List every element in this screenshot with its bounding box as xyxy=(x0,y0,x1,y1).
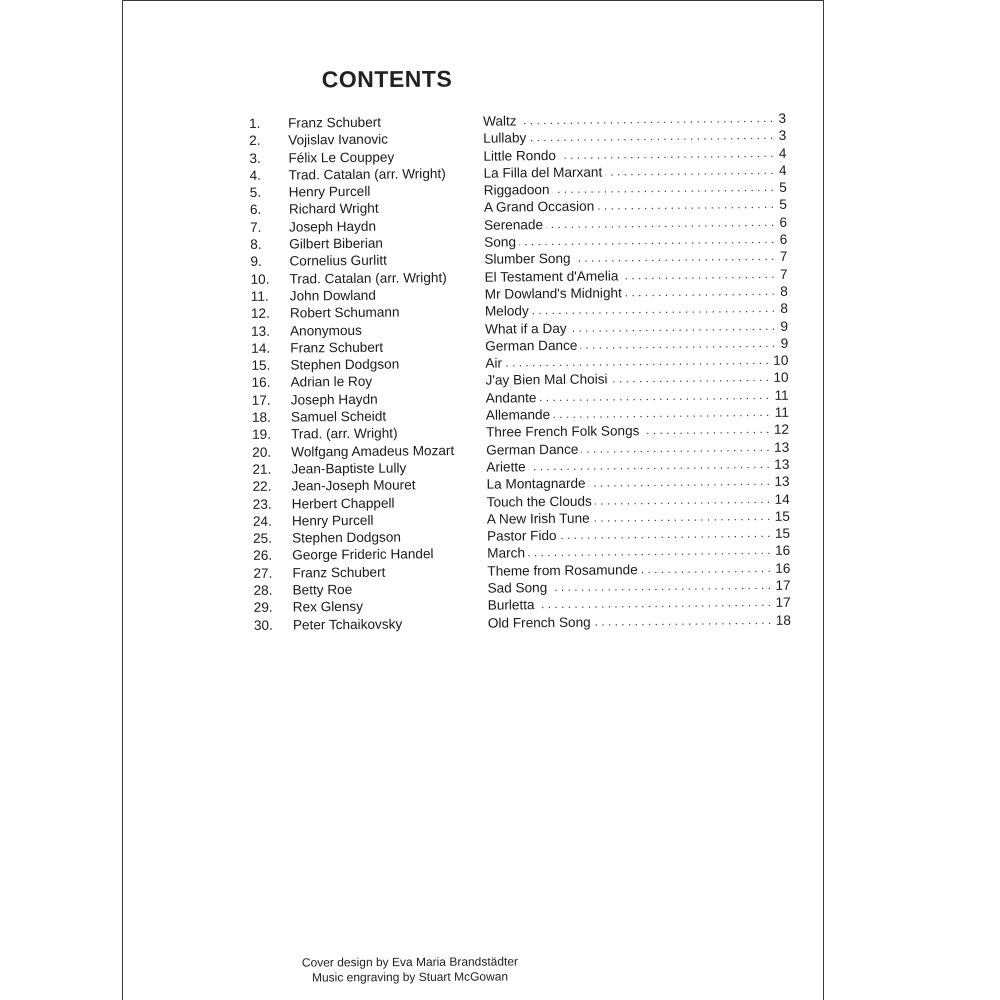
entry-page-number: 8 xyxy=(777,300,788,317)
entry-number: 16. xyxy=(251,375,271,391)
entry-piece: German Dance xyxy=(486,441,581,457)
entry-page-number: 6 xyxy=(776,214,787,231)
entry-page-number: 9 xyxy=(778,335,789,352)
entry-piece: Pastor Fido xyxy=(487,528,560,544)
entry-number: 19. xyxy=(251,427,272,443)
entry-composer: Stephen Dodgson xyxy=(290,356,400,373)
entry-page-number: 16 xyxy=(772,559,790,576)
entry-number: 24. xyxy=(252,513,272,529)
entry-piece: A Grand Occasion xyxy=(484,199,597,215)
entry-number: 3. xyxy=(249,150,261,166)
entry-page-number: 5 xyxy=(776,196,787,213)
entry-page-number: 10 xyxy=(770,369,788,386)
entry-piece: Allemande xyxy=(486,407,553,423)
entry-composer: Joseph Haydn xyxy=(289,218,377,235)
entry-number: 28. xyxy=(253,582,273,598)
entry-page-number: 12 xyxy=(771,421,789,438)
entry-piece: El Testament d'Amelia xyxy=(484,268,621,284)
entry-piece: Old French Song xyxy=(488,614,594,630)
page-title: CONTENTS xyxy=(321,65,453,93)
entry-page-number: 6 xyxy=(777,231,788,248)
entry-piece: Slumber Song xyxy=(484,251,573,267)
entry-page-number: 13 xyxy=(771,438,789,455)
entry-composer: Anonymous xyxy=(289,322,362,339)
entry-number: 21. xyxy=(252,461,272,477)
entry-number: 26. xyxy=(253,548,273,564)
entry-page-number: 9 xyxy=(777,317,788,334)
entry-piece: Ariette xyxy=(486,459,528,474)
entry-piece: Air xyxy=(485,356,505,371)
entry-number: 13. xyxy=(251,323,271,339)
entry-composer: Rex Glensy xyxy=(292,599,364,615)
entry-number: 18. xyxy=(251,409,271,425)
entry-page-number: 5 xyxy=(776,179,787,196)
entry-piece: Little Rondo xyxy=(483,148,559,164)
entry-composer: Betty Roe xyxy=(292,581,353,598)
entry-composer: Franz Schubert xyxy=(290,339,384,356)
entry-composer: John Dowland xyxy=(289,287,376,304)
entry-number: 1. xyxy=(249,115,261,131)
entry-composer: Jean-Joseph Mouret xyxy=(291,477,416,494)
entry-number: 15. xyxy=(251,357,271,374)
entry-page-number: 11 xyxy=(772,387,789,404)
entry-number: 9. xyxy=(250,254,262,270)
entry-number: 5. xyxy=(249,185,262,201)
entry-page-number: 10 xyxy=(770,352,788,369)
entry-piece: Lullaby xyxy=(483,131,529,146)
entry-number: 27. xyxy=(253,565,273,581)
entry-composer: Robert Schumann xyxy=(289,304,400,321)
contents-list xyxy=(243,110,793,634)
entry-piece: Theme from Rosamunde xyxy=(487,562,640,578)
entry-number: 11. xyxy=(250,288,269,304)
entry-page-number: 3 xyxy=(775,110,786,127)
entry-number: 7. xyxy=(250,219,262,235)
entry-page-number: 15 xyxy=(772,508,790,525)
entry-number: 4. xyxy=(249,167,261,183)
entry-composer: Joseph Haydn xyxy=(290,391,378,408)
entry-number: 30. xyxy=(253,617,273,633)
entry-piece: March xyxy=(487,546,528,561)
entry-number: 29. xyxy=(253,600,273,616)
entry-number: 12. xyxy=(250,306,270,322)
entry-page-number: 13 xyxy=(771,473,789,490)
entry-page-number: 7 xyxy=(777,248,788,265)
entry-number: 25. xyxy=(252,530,273,547)
entry-composer: Franz Schubert xyxy=(288,114,382,131)
page-top-edge xyxy=(123,0,823,1)
entry-number: 8. xyxy=(250,236,262,253)
entry-number: 20. xyxy=(252,444,272,460)
entry-composer: Trad. Catalan (arr. Wright) xyxy=(289,269,447,287)
entry-page-number: 17 xyxy=(772,577,790,594)
entry-piece: Serenade xyxy=(484,217,546,233)
entry-composer: George Frideric Handel xyxy=(292,546,434,563)
entry-number: 23. xyxy=(252,496,272,512)
music-engraving-credit: Music engraving by Stuart McGowan xyxy=(311,969,509,985)
entry-composer: Adrian le Roy xyxy=(290,374,373,391)
entry-piece: Burletta xyxy=(488,598,538,613)
entry-composer: Franz Schubert xyxy=(292,564,386,581)
entry-composer: Jean-Baptiste Lully xyxy=(291,460,407,477)
entry-page-number: 4 xyxy=(776,144,787,161)
entry-page-number: 18 xyxy=(773,611,791,628)
entry-piece: La Filla del Marxant xyxy=(483,164,605,180)
entry-piece: Mr Dowland's Midnight xyxy=(485,285,625,301)
entry-composer: Trad. Catalan (arr. Wright) xyxy=(288,165,446,183)
entry-page-number: 7 xyxy=(777,265,788,282)
entry-piece: A New Irish Tune xyxy=(487,510,593,526)
entry-piece: What if a Day xyxy=(485,320,570,336)
entry-composer: Stephen Dodgson xyxy=(291,529,401,546)
entry-composer: Vojislav Ivanovic xyxy=(288,131,389,148)
entry-page-number: 11 xyxy=(772,404,789,421)
entry-page-number: 17 xyxy=(772,594,790,611)
entry-composer: Gilbert Biberian xyxy=(289,235,384,252)
entry-page-number: 8 xyxy=(777,283,788,300)
entry-number: 22. xyxy=(252,478,272,495)
entry-number: 14. xyxy=(251,340,271,356)
entry-page-number: 4 xyxy=(776,162,787,179)
entry-composer: Peter Tchaikovsky xyxy=(292,616,403,633)
entry-page-number: 15 xyxy=(772,525,790,542)
cover-design-credit: Cover design by Eva Maria Brandstädter xyxy=(301,954,519,970)
entry-piece-line xyxy=(488,611,791,631)
entry-composer: Henry Purcell xyxy=(288,183,371,200)
entry-piece: Waltz xyxy=(483,113,520,128)
entry-number: 17. xyxy=(251,392,271,408)
entry-piece: Sad Song xyxy=(487,580,550,596)
entry-piece: Andante xyxy=(486,390,540,406)
entry-piece: J'ay Bien Mal Choisi xyxy=(485,372,610,388)
entry-piece: Melody xyxy=(485,304,532,319)
entry-composer: Richard Wright xyxy=(288,201,379,218)
entry-page-number: 13 xyxy=(771,456,789,473)
entry-page-number: 3 xyxy=(776,127,787,144)
document-page xyxy=(122,0,824,1000)
entry-number: 10. xyxy=(250,271,270,287)
entry-number: 6. xyxy=(249,202,262,218)
entry-piece: Riggadoon xyxy=(484,182,553,198)
entry-composer: Félix Le Couppey xyxy=(288,149,395,166)
entry-piece: Song xyxy=(484,234,519,249)
entry-composer: Cornelius Gurlitt xyxy=(289,253,387,269)
entry-composer: Henry Purcell xyxy=(291,512,374,529)
entry-piece: La Montagnarde xyxy=(486,476,588,492)
entry-piece: German Dance xyxy=(485,338,580,354)
entry-piece: Touch the Clouds xyxy=(487,493,595,509)
credits xyxy=(60,953,760,987)
entry-composer: Wolfgang Amadeus Mozart xyxy=(291,442,455,460)
entry-composer: Herbert Chappell xyxy=(291,495,395,512)
entry-piece: Three French Folk Songs xyxy=(486,424,643,441)
entry-composer: Samuel Scheidt xyxy=(290,408,387,425)
entry-page-number: 14 xyxy=(772,490,790,507)
entry-page-number: 16 xyxy=(772,542,790,559)
entry-number: 2. xyxy=(249,133,261,149)
entry-composer: Trad. (arr. Wright) xyxy=(290,425,398,442)
